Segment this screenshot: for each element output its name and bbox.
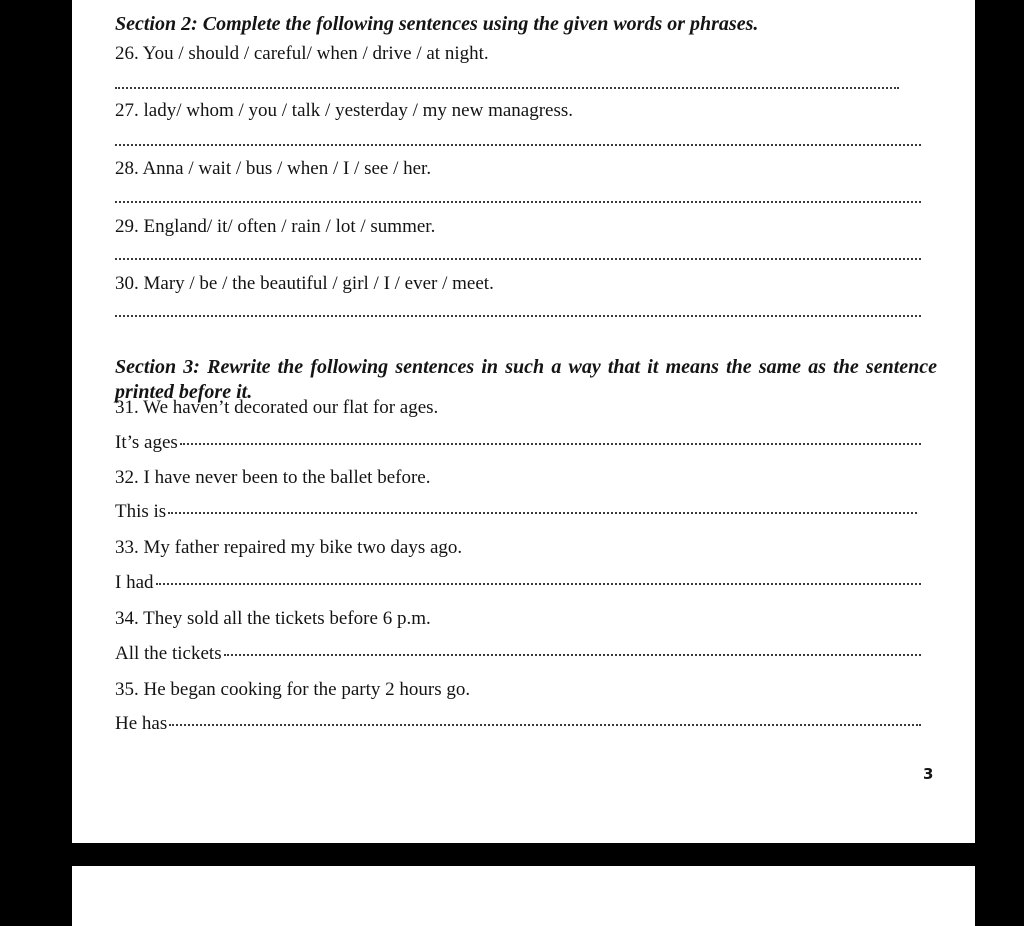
answer-row-34[interactable]: [115, 642, 921, 666]
question-30: 30. Mary / be / the beautiful / girl / I / ever / meet.: [115, 273, 494, 294]
answer-line-35[interactable]: [169, 724, 921, 726]
answer-line-27[interactable]: [115, 144, 921, 146]
question-34: 34. They sold all the tickets before 6 p.m.: [115, 608, 431, 629]
answer-line-33[interactable]: [156, 583, 921, 585]
answer-line-31[interactable]: [180, 443, 921, 445]
answer-row-32[interactable]: [115, 500, 917, 524]
answer-line-29[interactable]: [115, 258, 921, 260]
question-27: 27. lady/ whom / you / talk / yesterday / my new managress.: [115, 100, 574, 121]
worksheet-page: [72, 0, 975, 843]
question-35: 35. He began cooking for the party 2 hours go.: [115, 679, 471, 700]
page-number: 3: [923, 765, 934, 783]
answer-start-32: This is: [115, 501, 167, 522]
answer-line-28[interactable]: [115, 201, 921, 203]
question-31: 31. We haven’t decorated our flat for ages.: [115, 397, 439, 418]
answer-line-26[interactable]: [115, 87, 899, 89]
answer-line-32[interactable]: [168, 512, 917, 514]
answer-start-34: All the tickets: [115, 643, 222, 664]
answer-row-35[interactable]: [115, 712, 921, 736]
answer-start-33: I had: [115, 572, 154, 593]
answer-line-30[interactable]: [115, 315, 921, 317]
answer-start-31: It’s ages: [115, 432, 178, 453]
question-28: 28. Anna / wait / bus / when / I / see / her.: [115, 158, 432, 179]
answer-row-31[interactable]: [115, 431, 921, 455]
answer-start-35: He has: [115, 713, 168, 734]
next-page-edge: [72, 866, 975, 926]
question-32: 32. I have never been to the ballet before.: [115, 467, 431, 488]
section-2-heading: Section 2: Complete the following sentences using the given words or phrases.: [115, 13, 759, 35]
section-3-heading: Section 3: Rewrite the following sentences in such a way that it means the same as the sentence printed before it.: [115, 356, 937, 403]
answer-row-33[interactable]: [115, 571, 921, 595]
answer-line-34[interactable]: [224, 654, 921, 656]
question-33: 33. My father repaired my bike two days ago.: [115, 537, 463, 558]
question-26: 26. You / should / careful/ when / drive / at night.: [115, 43, 489, 64]
question-29: 29. England/ it/ often / rain / lot / summer.: [115, 216, 436, 237]
